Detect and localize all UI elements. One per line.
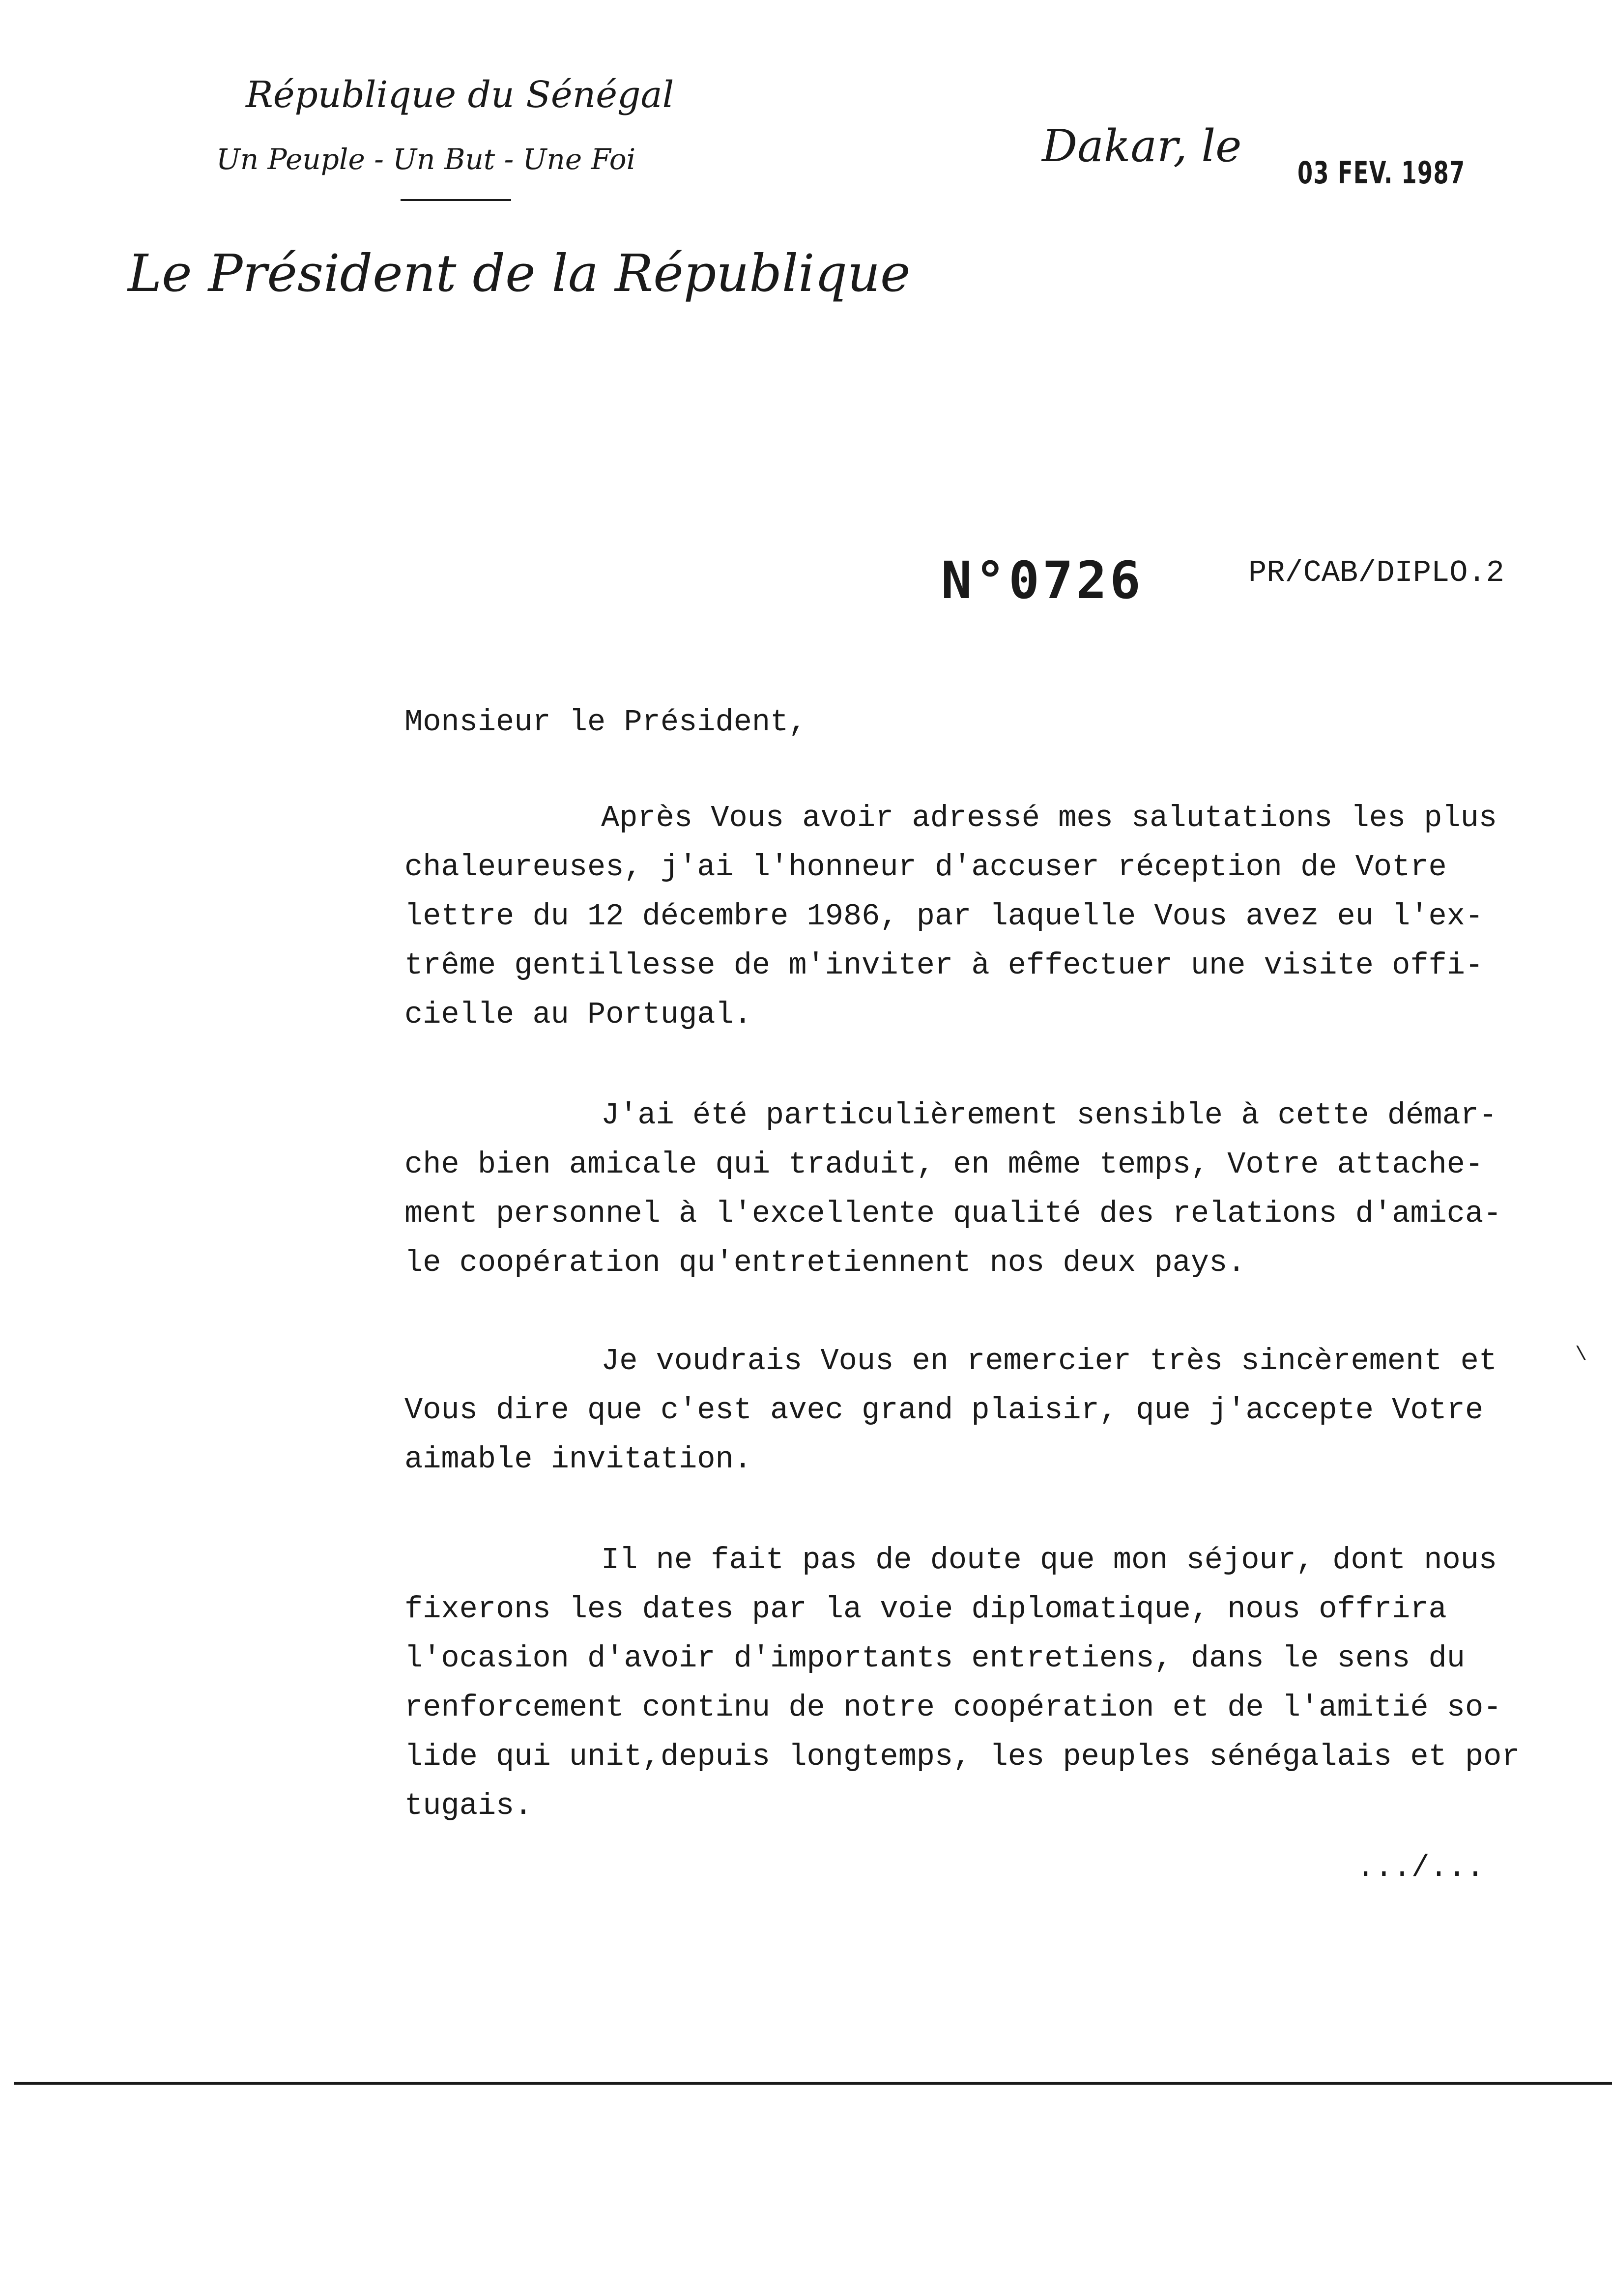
paragraph-line: Il ne fait pas de doute que mon séjour, dont nous — [601, 1543, 1497, 1578]
paragraph-line: lide qui unit,depuis longtemps, les peuples sénégalais et por — [404, 1739, 1520, 1774]
paragraph-4 — [404, 1536, 1604, 1831]
continuation-marker: .../... — [1356, 1850, 1485, 1885]
reference-code: PR/CAB/DIPLO.2 — [1248, 555, 1504, 590]
paragraph-line: tugais. — [404, 1788, 533, 1823]
date-stamp: 03 FEV. 1987 — [1297, 155, 1466, 191]
paragraph-line: renforcement continu de notre coopération et de l'amitié so- — [404, 1690, 1502, 1725]
salutation — [404, 698, 1604, 747]
reference-number: N°0726 — [941, 550, 1144, 610]
paragraph-line: Vous dire que c'est avec grand plaisir, que j'accepte Votre — [404, 1393, 1484, 1428]
paragraph-line: che bien amicale qui traduit, en même temps, Votre attache- — [404, 1147, 1484, 1182]
paragraph-line: ment personnel à l'excellente qualité des relations d'amica- — [404, 1196, 1502, 1231]
letterhead-divider — [401, 199, 511, 201]
letterhead-country: République du Sénégal — [246, 74, 674, 116]
paragraph-line: l'ocasion d'avoir d'importants entretiens, dans le sens du — [404, 1641, 1465, 1676]
paragraph-line: le coopération qu'entretiennent nos deux pays. — [404, 1245, 1246, 1280]
letterhead-motto: Un Peuple - Un But - Une Foi — [216, 143, 636, 176]
paragraph-line: lettre du 12 décembre 1986, par laquelle Vous avez eu l'ex- — [404, 899, 1484, 934]
paragraph-1 — [404, 794, 1604, 1039]
paragraph-line: J'ai été particulièrement sensible à cette démar- — [601, 1098, 1497, 1133]
paragraph-line: trême gentillesse de m'inviter à effectuer une visite offi- — [404, 948, 1484, 983]
paragraph-3 — [404, 1337, 1604, 1484]
letterhead-city: Dakar, le — [1042, 120, 1242, 172]
paragraph-line: aimable invitation. — [404, 1442, 752, 1477]
letterhead-office: Le Président de la République — [128, 243, 911, 303]
paragraph-line: chaleureuses, j'ai l'honneur d'accuser réception de Votre — [404, 850, 1447, 885]
salutation-line: Monsieur le Président, — [404, 705, 807, 740]
paragraph-line: Après Vous avoir adressé mes salutations les plus — [601, 801, 1497, 835]
stray-mark: \ — [1575, 1344, 1587, 1366]
paragraph-line: Je voudrais Vous en remercier très sincèrement et — [601, 1344, 1497, 1378]
paragraph-line: cielle au Portugal. — [404, 997, 752, 1032]
paragraph-line: fixerons les dates par la voie diplomatique, nous offrira — [404, 1592, 1447, 1627]
footer-rule — [14, 2082, 1612, 2085]
paragraph-2 — [404, 1091, 1604, 1288]
